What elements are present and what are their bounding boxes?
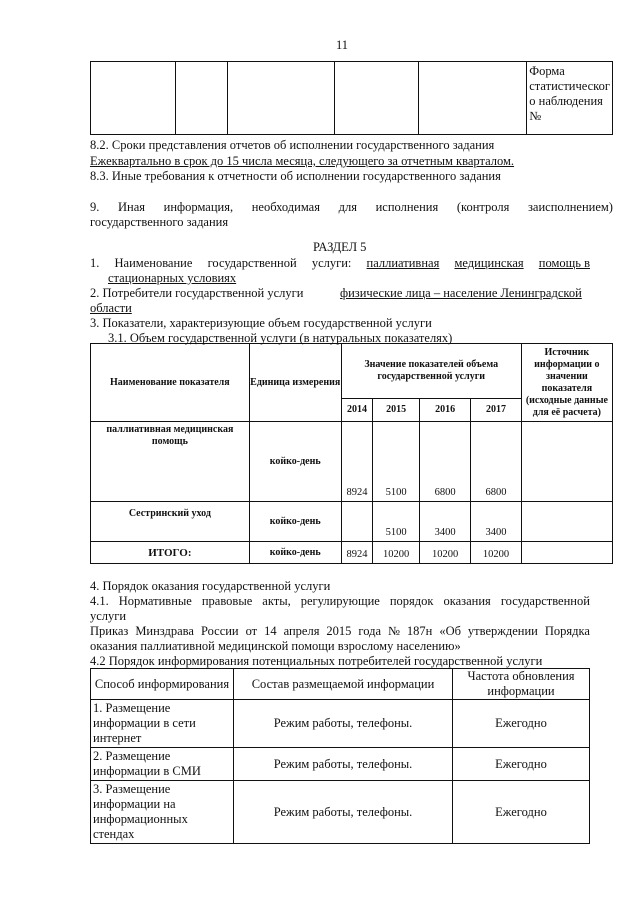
row-name: паллиативная медицинская помощь bbox=[91, 422, 250, 502]
form-cell-line: Форма bbox=[529, 64, 565, 78]
section-8-3: 8.3. Иные требования к отчетности об исполнении государственного задания bbox=[90, 169, 501, 183]
word: Приказ bbox=[90, 624, 129, 638]
word: (контроля bbox=[456, 200, 510, 214]
row-value: 6800 bbox=[471, 422, 521, 502]
frequency: Ежегодно bbox=[453, 781, 590, 844]
word: 4.1. bbox=[90, 594, 109, 608]
table-row bbox=[91, 422, 613, 502]
word: Нормативные bbox=[118, 594, 192, 608]
word: № bbox=[387, 624, 400, 638]
word: «Об bbox=[439, 624, 461, 638]
word: порядок bbox=[389, 594, 434, 608]
word: правовые bbox=[201, 594, 253, 608]
word: от bbox=[245, 624, 258, 638]
row-unit: койко-день bbox=[249, 422, 341, 502]
row-value: 6800 bbox=[419, 422, 470, 502]
form-cell-line: статистическог bbox=[529, 79, 610, 93]
word: регулирующие bbox=[300, 594, 380, 608]
info-table bbox=[90, 668, 590, 844]
row-name: ИТОГО: bbox=[91, 542, 250, 564]
item-3: 3. Показатели, характеризующие объем государственной услуги bbox=[90, 316, 432, 330]
row-value: 3400 bbox=[419, 502, 470, 542]
section-8-2-value: Ежеквартально в срок до 15 числа месяца, следующего за отчетным кварталом. bbox=[90, 154, 515, 168]
word: Порядка bbox=[544, 624, 590, 638]
report-form-table bbox=[90, 61, 613, 135]
word: утверждении bbox=[467, 624, 538, 638]
word: 14 bbox=[264, 624, 277, 638]
year-header: 2016 bbox=[419, 399, 470, 422]
row-source bbox=[521, 502, 612, 542]
item-3-1: 3.1. Объем государственной услуги (в натуральных показателях) bbox=[108, 331, 453, 345]
word: оказания bbox=[443, 594, 491, 608]
item-2-value-2: области bbox=[90, 301, 132, 315]
word: информация, bbox=[163, 200, 234, 214]
word: медицинская bbox=[454, 256, 524, 270]
section-8-2: 8.2. Сроки представления отчетов об исполнении государственного задания bbox=[90, 138, 495, 152]
item-2-value: физические лица – население Ленинградской bbox=[340, 286, 582, 300]
word: исполнения bbox=[375, 200, 439, 214]
word: государственной bbox=[500, 594, 590, 608]
word: для bbox=[338, 200, 357, 214]
method: 2. Размещение информации в СМИ bbox=[91, 748, 234, 781]
word: Наименование bbox=[114, 256, 193, 270]
item-1-line2: стационарных условиях bbox=[108, 271, 237, 285]
header-content: Состав размещаемой информации bbox=[234, 669, 453, 700]
word: России bbox=[200, 624, 239, 638]
row-unit: койко-день bbox=[249, 542, 341, 564]
row-source bbox=[521, 422, 612, 502]
header-source: Источник информации о значении показателя (исходные данные для её расчета) bbox=[521, 344, 612, 422]
year-header: 2015 bbox=[373, 399, 420, 422]
header-unit: Единица измерения bbox=[249, 344, 341, 422]
header-frequency: Частота обновления информации bbox=[453, 669, 590, 700]
item-4: 4. Порядок оказания государственной услуги bbox=[90, 579, 331, 593]
word: Иная bbox=[118, 200, 146, 214]
row-value bbox=[341, 502, 373, 542]
row-unit: койко-день bbox=[249, 502, 341, 542]
form-cell-line: № bbox=[529, 109, 542, 123]
header-name: Наименование показателя bbox=[91, 344, 250, 422]
word: акты, bbox=[262, 594, 291, 608]
row-value: 5100 bbox=[373, 502, 420, 542]
word: 1. bbox=[90, 256, 100, 270]
method: 3. Размещение информации на информационных стендах bbox=[91, 781, 234, 844]
word: заисполнением) bbox=[527, 200, 613, 214]
item-4-1-line2: услуги bbox=[90, 609, 127, 623]
word: государственной bbox=[207, 256, 297, 270]
order-line2: оказания паллиативной медицинской помощи взрослому населению» bbox=[90, 639, 461, 653]
section-9-line2: государственного задания bbox=[90, 215, 229, 229]
row-value: 3400 bbox=[471, 502, 521, 542]
word: необходимая bbox=[251, 200, 320, 214]
row-value: 8924 bbox=[341, 422, 373, 502]
form-cell-line: о наблюдения bbox=[529, 94, 603, 108]
word: 187н bbox=[406, 624, 433, 638]
row-value: 5100 bbox=[373, 422, 420, 502]
content: Режим работы, телефоны. bbox=[234, 700, 453, 748]
table-row-total bbox=[91, 542, 613, 564]
page-number: 11 bbox=[336, 38, 349, 52]
header-values: Значение показателей объема государственной услуги bbox=[341, 344, 521, 399]
section-title: РАЗДЕЛ 5 bbox=[313, 240, 367, 254]
row-value: 10200 bbox=[471, 542, 521, 564]
row-name: Сестринский уход bbox=[91, 502, 250, 542]
frequency: Ежегодно bbox=[453, 700, 590, 748]
word: Минздрава bbox=[135, 624, 194, 638]
section-9-line1 bbox=[90, 200, 613, 215]
row-source bbox=[521, 542, 612, 564]
year-header: 2017 bbox=[471, 399, 521, 422]
table-row bbox=[91, 781, 590, 844]
volume-table bbox=[90, 343, 613, 564]
form-cell bbox=[527, 62, 613, 135]
content: Режим работы, телефоны. bbox=[234, 781, 453, 844]
item-4-2: 4.2 Порядок информирования потенциальных потребителей государственной услуги bbox=[90, 654, 543, 668]
word: паллиативная bbox=[366, 256, 440, 270]
row-value: 8924 bbox=[341, 542, 373, 564]
table-row bbox=[91, 700, 590, 748]
order-line1 bbox=[90, 624, 590, 639]
table-row bbox=[91, 502, 613, 542]
row-value: 10200 bbox=[419, 542, 470, 564]
header-method: Способ информирования bbox=[91, 669, 234, 700]
word: услуги: bbox=[311, 256, 352, 270]
method: 1. Размещение информации в сети интернет bbox=[91, 700, 234, 748]
item-1-line1 bbox=[90, 256, 590, 271]
content: Режим работы, телефоны. bbox=[234, 748, 453, 781]
item-2-label: 2. Потребители государственной услуги bbox=[90, 286, 304, 300]
word: 9. bbox=[90, 200, 100, 214]
year-header: 2014 bbox=[341, 399, 373, 422]
word: 2015 bbox=[326, 624, 352, 638]
word: года bbox=[358, 624, 382, 638]
table-row bbox=[91, 748, 590, 781]
item-4-1-line1 bbox=[90, 594, 590, 609]
row-value: 10200 bbox=[373, 542, 420, 564]
word: апреля bbox=[283, 624, 320, 638]
word: помощь в bbox=[538, 256, 590, 270]
frequency: Ежегодно bbox=[453, 748, 590, 781]
